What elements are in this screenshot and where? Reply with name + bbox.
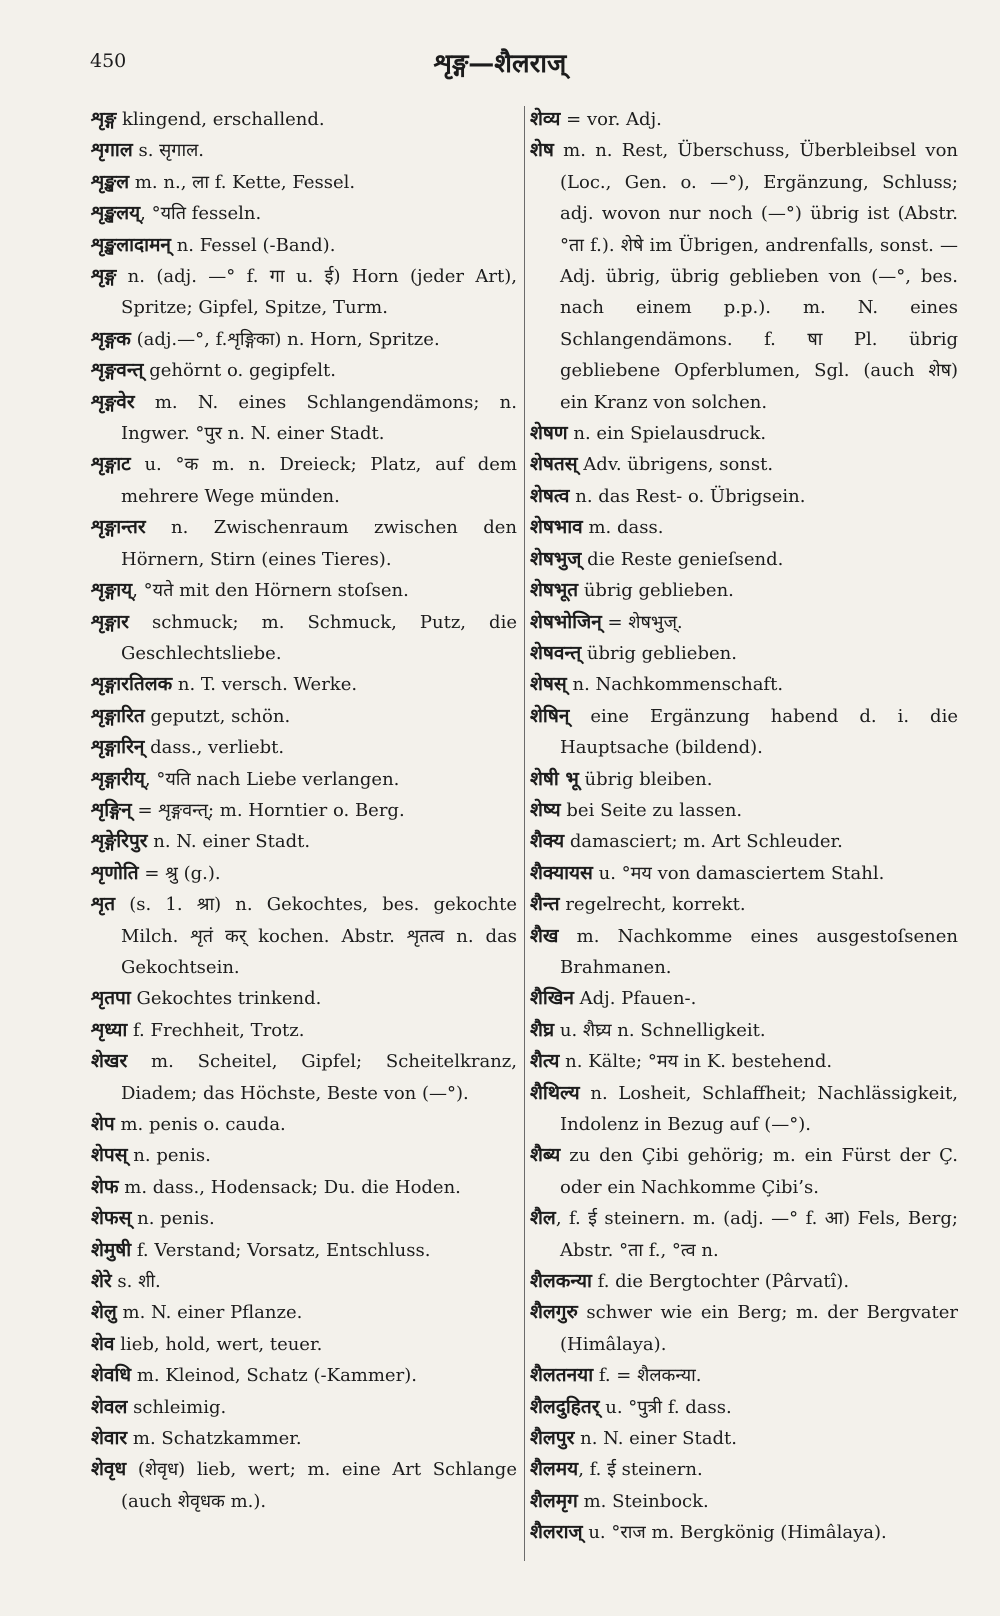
page-number: 450 <box>90 50 127 72</box>
entry-definition: f. Verstand; Vorsatz, Entschluss. <box>131 1239 431 1261</box>
dictionary-entry <box>91 387 517 450</box>
entry-definition: u. शैघ्र्य n. Schnelligkeit. <box>554 1019 766 1041</box>
entry-headword: शैलगुरु <box>530 1301 578 1324</box>
dictionary-entry <box>530 1360 958 1391</box>
entry-definition: bei Seite zu lassen. <box>560 799 743 821</box>
entry-definition: n. N. einer Stadt. <box>574 1428 737 1450</box>
dictionary-entry <box>91 1454 517 1517</box>
dictionary-entry <box>91 449 517 512</box>
entry-definition: dass., verliebt. <box>144 737 285 759</box>
entry-definition: u. °पुत्री f. dass. <box>599 1396 732 1418</box>
dictionary-entry <box>91 607 517 670</box>
dictionary-entry <box>530 1486 958 1517</box>
entry-headword: शृतपा <box>91 987 131 1010</box>
dictionary-entry <box>91 1015 517 1046</box>
dictionary-entry <box>530 1517 958 1548</box>
entry-definition: übrig geblieben. <box>581 642 737 664</box>
entry-headword: शृङ्खल <box>91 170 130 193</box>
dictionary-entry <box>530 1078 958 1141</box>
dictionary-entry <box>530 1046 958 1077</box>
dictionary-entry <box>530 135 958 418</box>
dictionary-entry <box>91 1266 517 1297</box>
dictionary-entry <box>91 1360 517 1391</box>
entry-definition: , f. ई steinern. m. (adj. —° f. आ) Fels, Berg; Abstr. °ता f., °त्व n. <box>555 1208 958 1261</box>
entry-definition: f. die Bergtochter (Pârvatî). <box>591 1271 850 1293</box>
dictionary-entry <box>91 575 517 606</box>
entry-definition: übrig geblieben. <box>578 580 734 602</box>
entry-definition: n. (adj. —° f. गा u. ई) Horn (jeder Art), Spritze; Gipfel, Spitze, Turm. <box>116 266 517 319</box>
entry-definition: n. das Rest- o. Übrigsein. <box>569 485 806 507</box>
dictionary-entry <box>91 701 517 732</box>
column-divider <box>524 106 525 1561</box>
dictionary-entry <box>530 481 958 512</box>
entry-definition: die Reste genieſsend. <box>581 548 784 570</box>
entry-headword: शृङ्गान्तर <box>91 516 146 539</box>
dictionary-entry <box>91 1172 517 1203</box>
dictionary-entry <box>530 858 958 889</box>
entry-definition: (s. 1. श्रा) n. Gekochtes, bes. gekochte Milch. शृतं कर् kochen. Abstr. शृतत्व n. das Gekochtsein. <box>115 894 517 978</box>
dictionary-entry <box>530 1423 958 1454</box>
entry-headword: शृङ्गारिन् <box>91 736 145 759</box>
dictionary-entry <box>91 732 517 763</box>
entry-definition: zu den Çibi gehörig; m. ein Fürst der Ç. oder ein Nachkomme Çibi’s. <box>560 1145 958 1198</box>
entry-headword: शृङ्ग <box>91 108 117 130</box>
entry-definition: Gekochtes trinkend. <box>130 988 322 1010</box>
entry-definition: s. शी. <box>111 1271 161 1293</box>
entry-definition: n. Zwischenraum zwischen den Hörnern, Stirn (eines Tieres). <box>121 517 517 570</box>
entry-headword: शेमुषी <box>91 1238 132 1261</box>
entry-definition: lieb, hold, wert, teuer. <box>114 1333 323 1355</box>
entry-definition: u. °राज m. Bergkönig (Himâlaya). <box>582 1522 887 1544</box>
dictionary-entry <box>91 355 517 386</box>
page-header <box>0 0 1000 100</box>
dictionary-entry <box>530 1297 958 1360</box>
entry-headword: शैलकन्या <box>530 1270 592 1293</box>
entry-headword: शैत्य <box>530 1050 560 1073</box>
entry-headword: शेषभूत <box>530 579 579 602</box>
entry-headword: शेष <box>530 139 554 162</box>
entry-definition: m. Schatzkammer. <box>127 1428 302 1450</box>
entry-definition: n. Losheit, Schlaffheit; Nachlässigkeit, Indolenz in Bezug auf (—°). <box>560 1082 958 1135</box>
entry-headword: शृङ्गार <box>91 610 129 633</box>
dictionary-entry <box>91 104 517 135</box>
entry-definition: n. penis. <box>127 1145 211 1167</box>
entry-headword: शैक्य <box>530 830 565 853</box>
entry-definition: m. dass. <box>582 517 664 539</box>
dictionary-entry <box>530 1454 958 1485</box>
entry-definition: m. penis o. cauda. <box>114 1114 286 1135</box>
entry-headword: शेरे <box>91 1270 112 1293</box>
dictionary-entry <box>91 858 517 889</box>
dictionary-entry <box>530 826 958 857</box>
dictionary-entry <box>530 795 958 826</box>
entry-headword: शैघ्र <box>530 1018 555 1041</box>
dictionary-entry <box>530 764 958 795</box>
entry-headword: शैलतनया <box>530 1364 594 1387</box>
entry-definition: geputzt, schön. <box>144 705 291 727</box>
entry-headword: शेषिन् <box>530 704 570 727</box>
dictionary-entry <box>91 1329 517 1360</box>
entry-definition: (adj.—°, f.शृङ्गिका) n. Horn, Spritze. <box>130 328 440 350</box>
entry-headword: शृत <box>91 893 116 916</box>
entry-headword: शेलु <box>91 1301 117 1324</box>
entry-definition: Adv. übrigens, sonst. <box>577 454 774 476</box>
dictionary-entry <box>530 1266 958 1297</box>
dictionary-entry <box>91 135 517 166</box>
entry-headword: शैब्य <box>530 1144 561 1167</box>
entry-headword: शृङ्गारित <box>91 704 145 727</box>
entry-definition: = श्रु (g.). <box>138 862 221 884</box>
entry-headword: शेषस् <box>530 673 567 696</box>
entry-definition: m. dass., Hodensack; Du. die Hoden. <box>118 1176 461 1198</box>
entry-definition: übrig bleiben. <box>578 768 713 790</box>
entry-definition: m. Nachkomme eines ausgestoſsenen Brahmanen. <box>558 925 958 978</box>
entry-definition: u. °मय von damasciertem Stahl. <box>592 862 885 884</box>
dictionary-entry <box>530 575 958 606</box>
dictionary-entry <box>530 983 958 1014</box>
entry-headword: शेषी भू <box>530 767 579 790</box>
entry-headword: शृङ्खलादामन् <box>91 233 171 256</box>
dictionary-entry <box>530 638 958 669</box>
dictionary-entry <box>91 512 517 575</box>
dictionary-entry <box>91 764 517 795</box>
entry-definition: s. सृगाल. <box>132 140 205 162</box>
entry-headword: शृङ्ग <box>91 265 117 288</box>
entry-headword: शैलराज् <box>530 1521 583 1544</box>
dictionary-entry <box>530 544 958 575</box>
entry-definition: n. Nachkommenschaft. <box>566 674 784 696</box>
entry-headword: शृङ्गारतिलक <box>91 673 173 696</box>
entry-headword: शैक्यायस <box>530 861 593 884</box>
dictionary-entry <box>91 261 517 324</box>
entry-headword: शेवार <box>91 1427 128 1450</box>
left-column <box>91 104 517 1517</box>
entry-headword: शृणोति <box>91 861 139 884</box>
entry-definition: n. T. versch. Werke. <box>172 674 358 696</box>
dictionary-entry <box>530 1392 958 1423</box>
dictionary-entry <box>91 1203 517 1234</box>
entry-headword: शृङ्गवन्त् <box>91 359 144 382</box>
entry-definition: klingend, erschallend. <box>116 109 325 130</box>
entry-headword: शृङ्गक <box>91 327 131 350</box>
entry-definition: , °यति nach Liebe verlangen. <box>144 768 400 790</box>
entry-headword: शृङ्गाट <box>91 453 131 476</box>
entry-headword: शेषतस् <box>530 453 578 476</box>
entry-definition: (शेवृध) lieb, wert; m. eine Art Schlange (auch शेवृधक m.). <box>121 1459 517 1512</box>
entry-headword: शेवृध <box>91 1458 127 1481</box>
entry-definition: , °यति fesseln. <box>140 203 262 225</box>
entry-headword: शृङ्गिन् <box>91 798 132 821</box>
entry-definition: f. = शैलकन्या. <box>593 1365 702 1387</box>
entry-definition: schmuck; m. Schmuck, Putz, die Geschlechtsliebe. <box>121 611 517 664</box>
entry-headword: शेषवन्त् <box>530 641 582 664</box>
entry-definition: gehörnt o. gegipfelt. <box>143 360 336 382</box>
dictionary-entry <box>530 512 958 543</box>
entry-headword: शैल <box>530 1207 556 1230</box>
entry-definition: m. N. einer Pflanze. <box>116 1302 303 1324</box>
entry-definition: = शृङ्गवन्त्; m. Horntier o. Berg. <box>131 799 405 821</box>
entry-headword: शैख <box>530 924 559 947</box>
entry-headword: शेषत्व <box>530 484 570 507</box>
entry-headword: शेषभाव <box>530 516 583 539</box>
dictionary-entry <box>530 669 958 700</box>
dictionary-entry <box>530 1140 958 1203</box>
entry-definition: regelrecht, korrekt. <box>559 894 746 916</box>
entry-definition: m. Steinbock. <box>577 1490 709 1512</box>
entry-headword: शेफ <box>91 1175 119 1198</box>
entry-headword: शैथिल्य <box>530 1081 580 1104</box>
entry-headword: शृङ्खलय् <box>91 202 141 225</box>
entry-headword: शेपस् <box>91 1144 128 1167</box>
dictionary-entry <box>91 167 517 198</box>
entry-definition: n. Kälte; °मय in K. bestehend. <box>559 1051 833 1073</box>
dictionary-entry <box>91 324 517 355</box>
dictionary-entry <box>91 1109 517 1140</box>
entry-headword: शेषभोजिन् <box>530 610 602 633</box>
entry-headword: शैखिन <box>530 987 574 1010</box>
entry-definition: , f. ई steinern. <box>578 1459 703 1481</box>
entry-definition: m. Kleinod, Schatz (-Kammer). <box>131 1365 417 1387</box>
entry-headword: शेवधि <box>91 1364 132 1387</box>
entry-definition: schwer wie ein Berg; m. der Bergvater (Himâlaya). <box>560 1302 958 1355</box>
entry-headword: शैन्त <box>530 893 560 916</box>
entry-definition: Adj. Pfauen-. <box>573 988 697 1010</box>
dictionary-entry <box>91 1392 517 1423</box>
entry-headword: शृगाल <box>91 139 133 162</box>
dictionary-entry <box>530 607 958 638</box>
dictionary-entry <box>91 1140 517 1171</box>
entry-definition: damasciert; m. Art Schleuder. <box>564 831 843 853</box>
entry-headword: शृङ्गारीय् <box>91 767 145 790</box>
dictionary-entry <box>91 669 517 700</box>
entry-headword: शेप <box>91 1113 115 1135</box>
entry-headword: शेफस् <box>91 1207 132 1230</box>
dictionary-entry <box>91 1423 517 1454</box>
entry-headword: शैलमृग <box>530 1489 578 1512</box>
dictionary-entry <box>91 1235 517 1266</box>
entry-definition: m. n., ला f. Kette, Fessel. <box>129 171 356 193</box>
dictionary-entry <box>91 983 517 1014</box>
entry-headword: शृङ्गाय् <box>91 579 133 602</box>
entry-headword: शेव्य <box>530 108 561 130</box>
running-head: शृङ्ग—शैलराज् <box>433 49 567 79</box>
entry-definition: schleimig. <box>127 1396 227 1418</box>
entry-definition: n. N. einer Stadt. <box>147 831 311 853</box>
entry-definition: = vor. Adj. <box>560 109 662 130</box>
entry-headword: शृङ्गवेर <box>91 390 135 413</box>
entry-definition: n. penis. <box>131 1208 215 1230</box>
entry-headword: शेवल <box>91 1395 128 1418</box>
dictionary-entry <box>530 701 958 764</box>
dictionary-entry <box>91 889 517 983</box>
dictionary-entry <box>91 1297 517 1328</box>
entry-definition: m. Scheitel, Gipfel; Scheitelkranz, Diadem; das Höchste, Beste von (—°). <box>121 1051 517 1104</box>
entry-headword: शैलमय <box>530 1458 579 1481</box>
dictionary-entry <box>530 104 958 135</box>
entry-headword: शेव <box>91 1332 115 1355</box>
entry-definition: n. Fessel (-Band). <box>170 234 336 256</box>
entry-headword: शृध्या <box>91 1018 128 1041</box>
dictionary-entry <box>530 1203 958 1266</box>
entry-headword: शेखर <box>91 1050 128 1073</box>
entry-definition: u. °क m. n. Dreieck; Platz, auf dem mehrere Wege münden. <box>121 454 517 507</box>
entry-definition: , °यते mit den Hörnern stoſsen. <box>132 580 409 602</box>
dictionary-entry <box>530 889 958 920</box>
entry-definition: m. N. eines Schlangendämons; n. Ingwer. °पुर n. N. einer Stadt. <box>121 391 517 445</box>
entry-headword: शैलपुर <box>530 1427 575 1450</box>
entry-headword: शैलदुहितर् <box>530 1395 600 1418</box>
dictionary-entry <box>91 1046 517 1109</box>
dictionary-entry <box>91 198 517 229</box>
entry-headword: शेष्य <box>530 798 561 821</box>
dictionary-entry <box>91 826 517 857</box>
entry-definition: eine Ergänzung habend d. i. die Hauptsache (bildend). <box>560 705 958 759</box>
dictionary-entry <box>530 418 958 449</box>
entry-definition: f. Frechheit, Trotz. <box>127 1019 305 1041</box>
dictionary-entry <box>530 921 958 984</box>
right-column <box>530 104 958 1549</box>
entry-definition: m. n. Rest, Überschuss, Überbleibsel von (Loc., Gen. o. —°), Ergänzung, Schluss; adj. wovon nur noch (—°) übrig ist (Abstr. °ता f.). शेषे im Übrigen, andrenfalls, sonst. — Adj. übrig, übrig geblieben von (—°, bes. nach einem p.p.). m. N. eines Schlangendämons. f. षा Pl. übrig gebliebene Opferblumen, Sgl. (auch शेष) ein Kranz von solchen. <box>553 140 958 413</box>
dictionary-entry <box>530 449 958 480</box>
entry-definition: = शेषभुज्. <box>601 611 683 633</box>
entry-headword: शेषण <box>530 422 568 445</box>
dictionary-entry <box>530 1015 958 1046</box>
entry-definition: n. ein Spielausdruck. <box>567 423 767 445</box>
dictionary-entry <box>91 795 517 826</box>
entry-headword: शृङ्गेरिपुर <box>91 830 148 853</box>
dictionary-entry <box>91 230 517 261</box>
entry-headword: शेषभुज् <box>530 547 582 570</box>
